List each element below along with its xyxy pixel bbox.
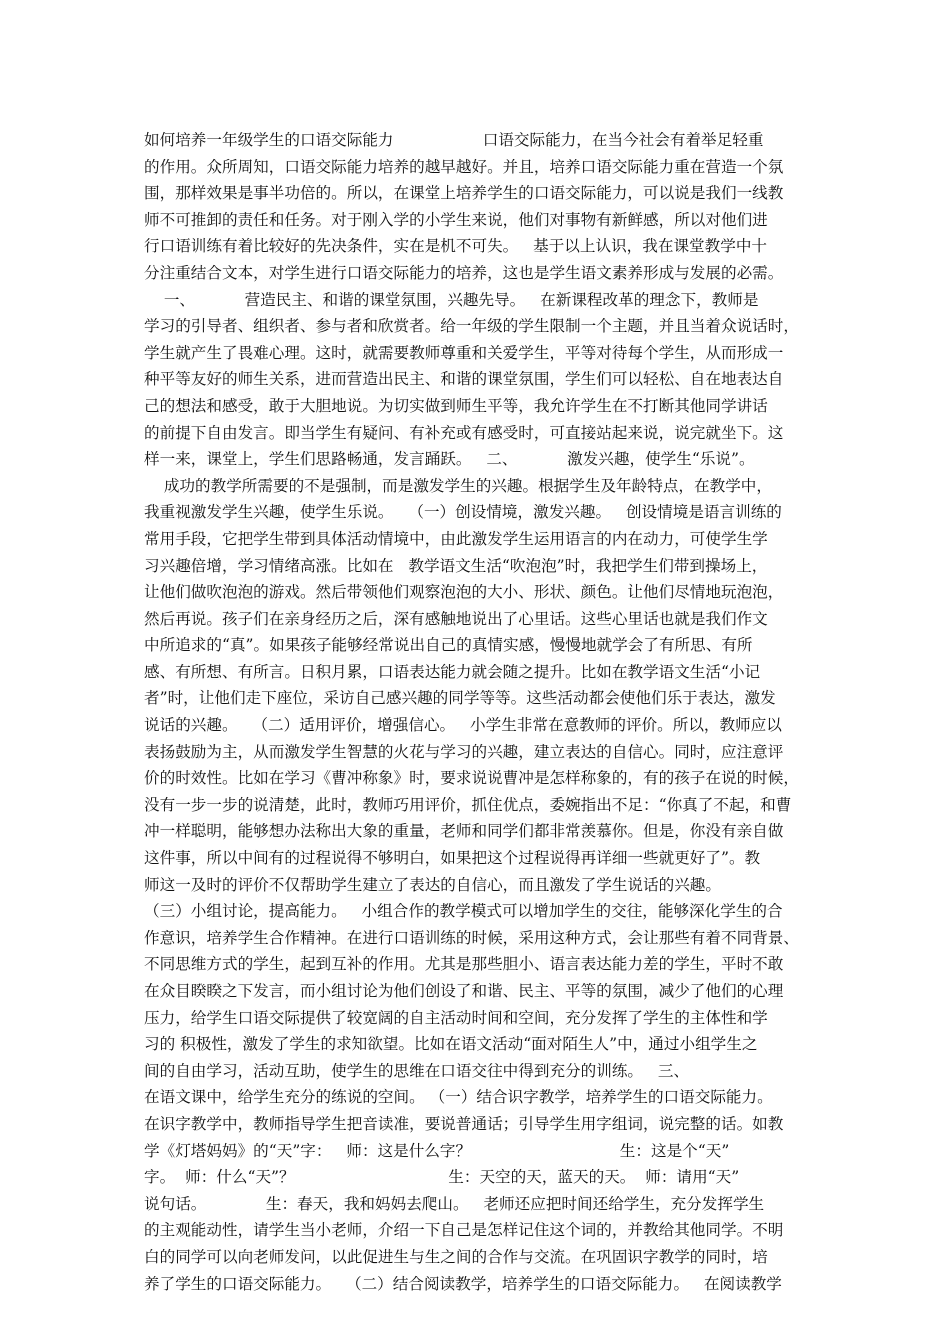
text-line: 说话的兴趣。 （二）适用评价，增强信心。 小学生非常在意教师的评价。所以，教师应以 [144,716,782,735]
text-line: 我重视激发学生兴趣，使学生乐说。 （一）创设情境，激发兴趣。 创设情境是语言训练的 [144,503,782,522]
text-line: 养了学生的口语交际能力。 （二）结合阅读教学，培养学生的口语交际能力。 在阅读教学 [144,1274,782,1293]
document-body [144,127,816,1297]
text-line: 样一来，课堂上，学生们思路畅通，发言踊跃。 二、 激发兴趣，使学生“乐说”。 [144,450,755,469]
text-line: 种平等友好的师生关系，进而营造出民主、和谐的课堂氛围，学生们可以轻松、自在地表达自 [144,370,784,389]
text-line: 没有一步一步的说清楚，此时，教师巧用评价，抓住优点，委婉指出不足：“你真了不起，和曹 [144,795,792,814]
text-line: 如何培养一年级学生的口语交际能力 口语交际能力，在当今社会有着举足轻重 [144,131,764,149]
text-line: （三）小组讨论，提高能力。 小组合作的教学模式可以增加学生的交往，能够深化学生的合 [144,902,783,921]
text-line: 不同思维方式的学生，起到互补的作用。尤其是那些胆小、语言表达能力差的学生，平时不敢 [144,955,784,974]
text-line: 学《灯塔妈妈》的“天”字： 师：这是什么字？ 生：这是个“天” [144,1141,730,1160]
text-line: 师不可推卸的责任和任务。对于刚入学的小学生来说，他们对事物有新鲜感，所以对他们进 [144,210,768,229]
text-line: 间的自由学习，活动互助，使学生的思维在口语交往中得到充分的训练。 三、 [144,1061,690,1080]
text-line: 的前提下自由发言。即当学生有疑问、有补充或有感受时，可直接站起来说，说完就坐下。这 [144,423,784,442]
text-line: 在众目睽睽之下发言，而小组讨论为他们创设了和谐、民主、平等的氛围，减少了他们的心理 [144,982,784,1000]
text-line: 说句话。 生：春天，我和妈妈去爬山。 老师还应把时间还给学生，充分发挥学生 [144,1194,765,1213]
text-line: 的作用。众所周知，口语交际能力培养的越早越好。并且，培养口语交际能力重在营造一个氛 [144,157,784,176]
text-line: 者”时，让他们走下座位，采访自己感兴趣的同学等等。这些活动都会使他们乐于表达，激发 [144,689,776,708]
text-line: 学习的引导者、组织者、参与者和欣赏者。给一年级的学生限制一个主题，并且当着众说话时， [144,317,799,336]
text-line: 让他们做吹泡泡的游戏。然后带领他们观察泡泡的大小、形状、颜色。让他们尽情地玩泡泡， [144,583,784,602]
text-line: 习兴趣倍增，学习情绪高涨。比如在 教学语文生活“吹泡泡”时，我把学生们带到操场上， [144,556,768,575]
text-line: 这件事，所以中间有的过程说得不够明白，如果把这个过程说得再详细一些就更好了”。教 [144,849,761,868]
text-line: 的主观能动性，请学生当小老师，介绍一下自己是怎样记住这个词的，并教给其他同学。不明 [144,1221,784,1240]
text-line: 感、有所想、有所言。日积月累，口语表达能力就会随之提升。比如在教学语文生活“小记 [144,662,761,681]
text-line: 冲一样聪明，能够想办法称出大象的重量，老师和同学们都非常羡慕你。但是，你没有亲自做 [144,822,784,841]
text-line: 字。 师：什么“天”？ 生：天空的天，蓝天的天。 师：请用“天” [144,1168,740,1187]
text-line: 围，那样效果是事半功倍的。所以，在课堂上培养学生的口语交际能力，可以说是我们一线教 [144,184,784,203]
text-line: 在识字教学中，教师指导学生把音读准，要说普通话；引导学生用字组词，说完整的话。如教 [144,1114,784,1133]
text-line: 常用手段，它把学生带到具体活动情境中，由此激发学生运用语言的内在动力，可使学生学 [144,529,768,548]
text-line: 习的 积极性，激发了学生的求知欲望。比如在语文活动“面对陌生人”中，通过小组学生之 [144,1035,758,1054]
text-line: 行口语训练有着比较好的先决条件，实在是机不可失。 基于以上认识，我在课堂教学中十 [144,237,768,256]
text-line: 师这一及时的评价不仅帮助学生建立了表达的自信心，而且激发了学生说话的兴趣。 [144,875,721,894]
text-line: 成功的教学所需要的不是强制，而是激发学生的兴趣。根据学生及年龄特点，在教学中， [144,476,772,495]
text-line: 作意识，培养学生合作精神。在进行口语训练的时候，采用这种方式，会让那些有着不同背景、 [144,928,799,947]
text-line: 己的想法和感受，敢于大胆地说。为切实做到师生平等，我允许学生在不打断其他同学讲话 [144,396,768,415]
text-line: 压力，给学生口语交际提供了较宽阔的自主活动时间和空间，充分发挥了学生的主体性和学 [144,1008,768,1027]
text-line: 中所追求的“真”。如果孩子能够经常说出自己的真情实感，慢慢地就学会了有所思、有所 [144,636,753,655]
text-line: 学生就产生了畏难心理。这时，就需要教师尊重和关爱学生，平等对待每个学生，从而形成一 [144,343,784,362]
text-line: 表扬鼓励为主，从而激发学生智慧的火花与学习的兴趣，建立表达的自信心。同时，应注意评 [144,742,784,761]
text-line: 价的时效性。比如在学习《曹冲称象》时，要求说说曹冲是怎样称象的，有的孩子在说的时候， [144,769,799,788]
text-line: 分注重结合文本，对学生进行口语交际能力的培养，这也是学生语文素养形成与发展的必需。 [144,263,784,282]
text-line: 在语文课中，给学生充分的练说的空间。 （一）结合识字教学，培养学生的口语交际能力。 [144,1088,773,1107]
text-line: 然后再说。孩子们在亲身经历之后，深有感触地说出了心里话。这些心里话也就是我们作文 [144,609,768,628]
text-line: 白的同学可以向老师发问，以此促进生与生之间的合作与交流。在巩固识字教学的同时，培 [144,1247,768,1266]
text-line: 一、 营造民主、和谐的课堂氛围，兴趣先导。 在新课程改革的理念下，教师是 [144,290,759,309]
